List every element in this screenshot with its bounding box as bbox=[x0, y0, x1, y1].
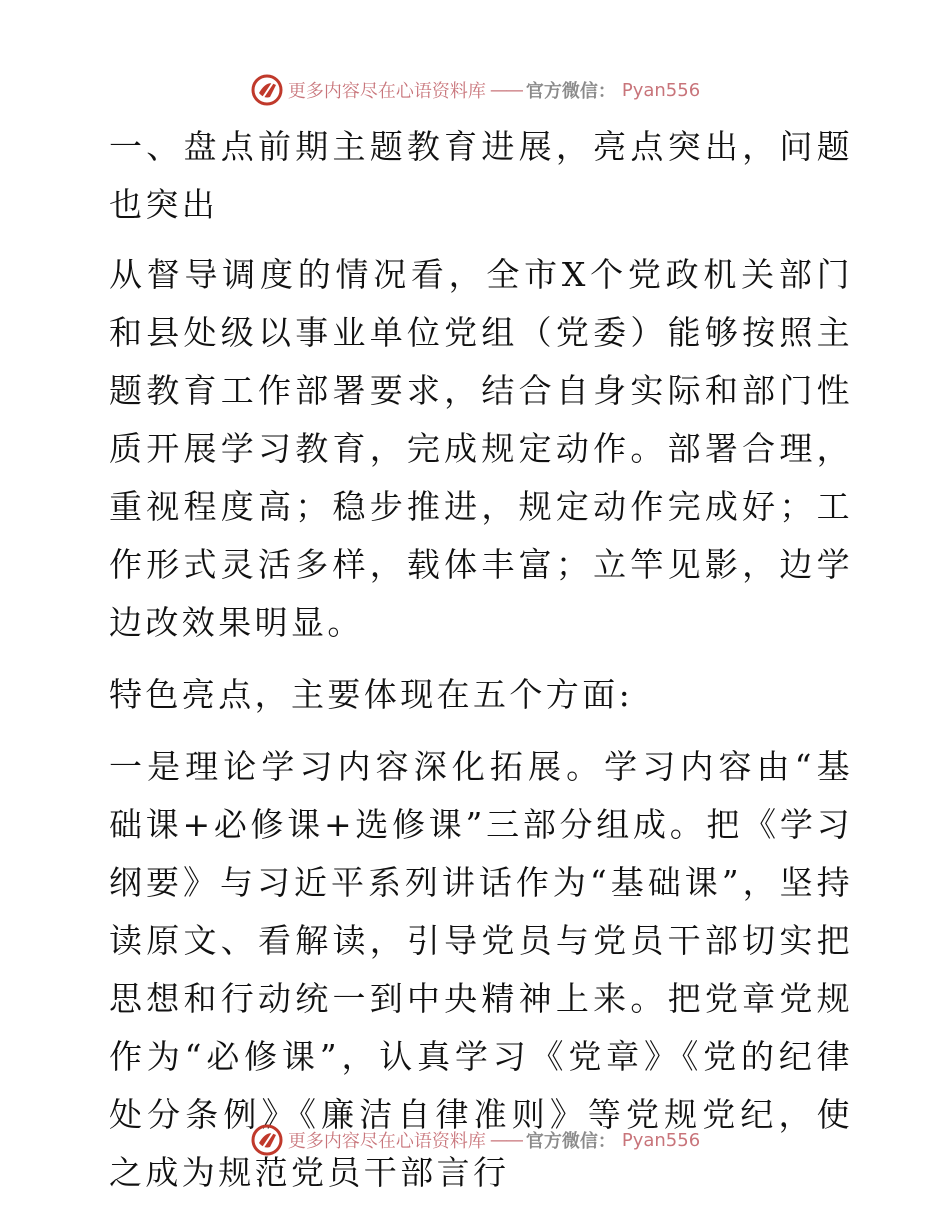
watermark-text: 更多内容尽在心语资料库 bbox=[287, 81, 486, 102]
logo-icon bbox=[250, 1123, 284, 1157]
watermark-footer bbox=[0, 1122, 950, 1158]
logo-icon bbox=[250, 73, 284, 107]
watermark-separator: —— bbox=[489, 79, 522, 101]
watermark-text: 更多内容尽在心语资料库 bbox=[287, 1131, 486, 1152]
watermark-official-label: 官方微信： bbox=[525, 1131, 616, 1152]
paragraph-theory-study: 一是理论学习内容深化拓展。学习内容由“基础课+必修课+选修课”三部分组成。把《学习纲要》与习近平系列讲话作为“基础课”，坚持读原文、看解读，引导党员与党员干部切实把思想和行动统一到中央精神上来。把党章党规作为“必修课”，认真学习《党章》《党的纪律处分条例》《廉洁自律准则》等党规党纪，使之成为规范党员干部言行 bbox=[109, 747, 853, 1192]
document-body bbox=[97, 118, 853, 1202]
watermark-official-label: 官方微信： bbox=[525, 81, 616, 102]
section-heading: 一、盘点前期主题教育进展，亮点突出，问题也突出 bbox=[109, 127, 853, 224]
watermark-header bbox=[0, 72, 950, 108]
paragraph-overview: 从督导调度的情况看，全市X个党政机关部门和县处级以事业单位党组（党委）能够按照主题教育工作部署要求，结合自身实际和部门性质开展学习教育，完成规定动作。部署合理，重视程度高；稳步推进，规定动作完成好；工作形式灵活多样，载体丰富；立竿见影，边学边改效果明显。 bbox=[109, 255, 853, 642]
watermark-wechat-id: Pyan556 bbox=[621, 79, 701, 101]
watermark-wechat-id: Pyan556 bbox=[621, 1129, 701, 1151]
paragraph-highlights-intro: 特色亮点，主要体现在五个方面: bbox=[109, 675, 634, 714]
watermark-separator: —— bbox=[489, 1129, 522, 1151]
